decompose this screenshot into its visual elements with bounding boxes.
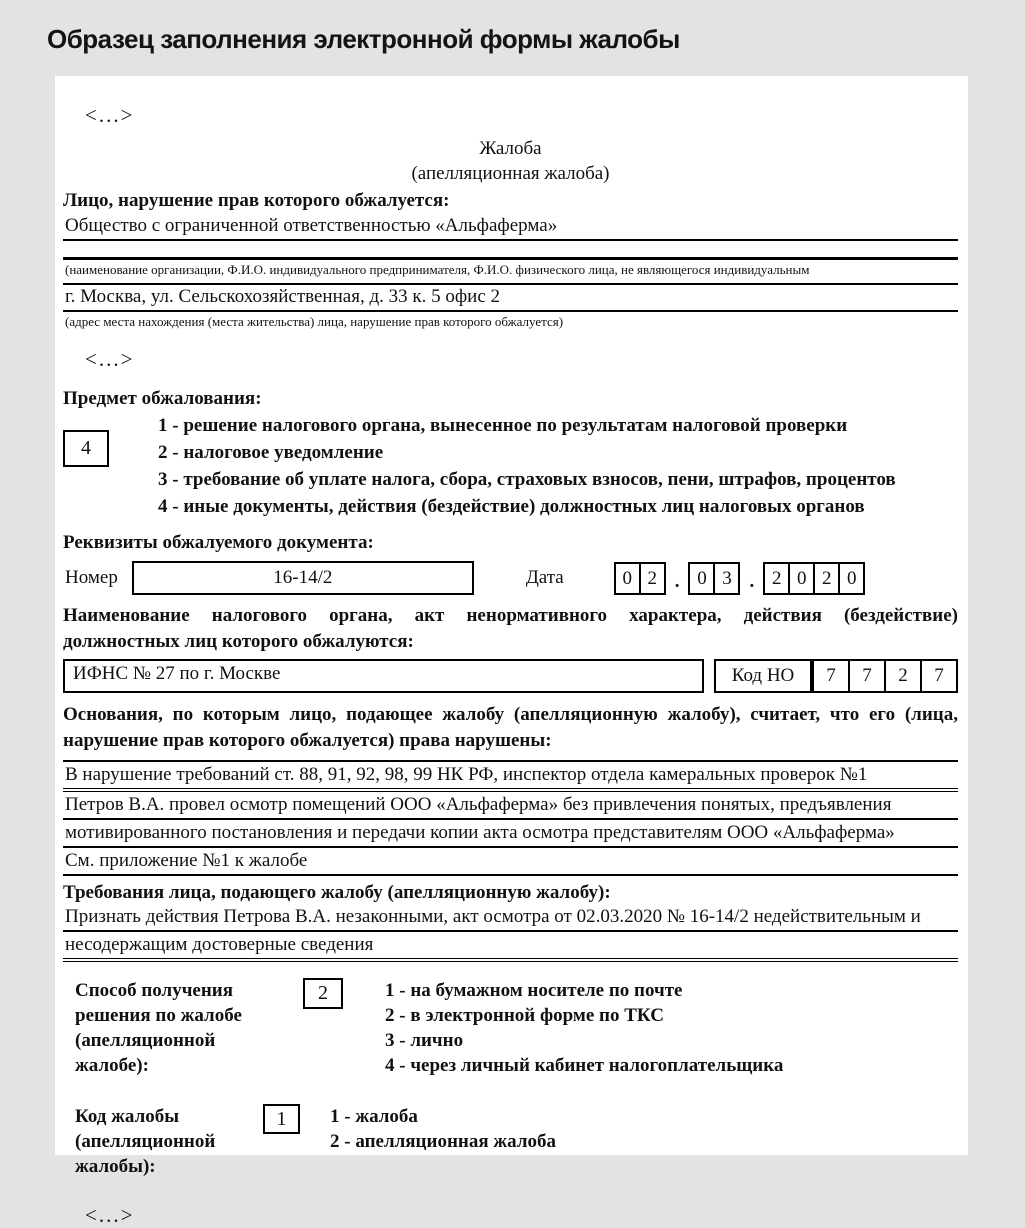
grounds-line[interactable]: См. приложение №1 к жалобе (63, 848, 958, 876)
document-title (63, 136, 958, 186)
date-day-cell[interactable]: 0 (614, 562, 641, 595)
date-year-cell[interactable]: 2 (813, 562, 840, 595)
authority-name-field[interactable]: ИФНС № 27 по г. Москве (63, 659, 704, 693)
date-year-cell[interactable]: 0 (838, 562, 865, 595)
delivery-option: 3 - лично (385, 1030, 464, 1051)
document-page (55, 76, 968, 1227)
complaint-code-label-line: Код жалобы (75, 1106, 180, 1127)
subject-option: 1 - решение налогового органа, вынесенное по результатам налоговой проверки (158, 415, 848, 436)
date-year-cell[interactable]: 2 (763, 562, 790, 595)
delivery-option: 1 - на бумажном носителе по почте (385, 980, 683, 1001)
complaint-code-block (63, 1104, 958, 1179)
subject-code-box[interactable]: 4 (63, 430, 109, 467)
page-title: Образец заполнения электронной формы жалобы (47, 24, 680, 54)
grounds-line[interactable]: Петров В.А. провел осмотр помещений ООО «Альфаферма» без привлечения понятых, предъявления (63, 792, 958, 820)
authority-code-cell[interactable]: 7 (848, 659, 886, 693)
delivery-method-label (63, 978, 303, 1078)
subject-options (158, 412, 896, 520)
date-year-cell[interactable]: 0 (788, 562, 815, 595)
demands-field[interactable] (63, 904, 958, 962)
requisites-label: Реквизиты обжалуемого документа: (63, 532, 374, 553)
grounds-label-line2: нарушение прав которого обжалуется) права нарушены: (63, 730, 552, 751)
delivery-method-label-line: решения по жалобе (75, 1005, 242, 1026)
demands-line[interactable]: Признать действия Петрова В.А. незаконными, акт осмотра от 02.03.2020 № 16-14/2 недействительным и (63, 904, 958, 932)
address-field[interactable]: г. Москва, ул. Сельскохозяйственная, д. 33 к. 5 офис 2 (63, 286, 958, 312)
authority-code-cell[interactable]: 2 (884, 659, 922, 693)
date-year-group (763, 562, 865, 595)
subject-block (63, 412, 958, 520)
date-month-group (688, 562, 740, 595)
subject-option: 2 - налоговое уведомление (158, 442, 384, 463)
grounds-line[interactable]: В нарушение требований ст. 88, 91, 92, 98, 99 НК РФ, инспектор отдела камеральных проверок №1 (63, 762, 958, 792)
grounds-line[interactable]: мотивированного постановления и передачи копии акта осмотра представителям ООО «Альфаферма» (63, 820, 958, 848)
subject-section-label: Предмет обжалования: (63, 388, 262, 409)
number-label: Номер (65, 567, 118, 588)
delivery-method-label-line: (апелляционной (75, 1030, 216, 1051)
subject-option: 4 - иные документы, действия (бездействие) должностных лиц налоговых органов (158, 496, 865, 517)
authority-code-cell[interactable]: 7 (920, 659, 958, 693)
date-day-cell[interactable]: 2 (639, 562, 666, 595)
subject-option: 3 - требование об уплате налога, сбора, страховых взносов, пени, штрафов, процентов (158, 469, 896, 490)
delivery-option: 4 - через личный кабинет налогоплательщика (385, 1055, 784, 1076)
person-section-label: Лицо, нарушение прав которого обжалуется: (63, 190, 450, 211)
complaint-code-box[interactable]: 1 (263, 1104, 300, 1134)
grounds-label (63, 702, 958, 754)
requisites-row (63, 560, 958, 596)
ellipsis-middle: <...> (85, 347, 135, 371)
date-label: Дата (525, 567, 564, 588)
address-caption: (адрес места нахождения (места жительства) лица, нарушение прав которого обжалуется) (65, 314, 564, 329)
date-month-cell[interactable]: 0 (688, 562, 715, 595)
authority-label-line2: должностных лиц которого обжалуются: (63, 631, 414, 652)
person-name-field[interactable]: Общество с ограниченной ответственностью «Альфаферма» (63, 215, 958, 241)
person-blank-line[interactable] (63, 241, 958, 260)
authority-label (63, 603, 958, 655)
delivery-option: 2 - в электронной форме по ТКС (385, 1005, 664, 1026)
complaint-code-option: 1 - жалоба (330, 1106, 418, 1127)
delivery-options (385, 978, 783, 1078)
complaint-code-label-line: жалобы): (75, 1156, 156, 1177)
person-caption: (наименование организации, Ф.И.О. индивидуального предпринимателя, Ф.И.О. физического лица, не являющегося индивидуальным (63, 260, 958, 285)
number-input[interactable]: 16-14/2 (132, 561, 474, 595)
document-title-line2: (апелляционная жалоба) (411, 163, 610, 184)
demands-line[interactable]: несодержащим достоверные сведения (63, 932, 958, 962)
ellipsis-bottom: <...> (85, 1203, 135, 1227)
delivery-method-label-line: Способ получения (75, 980, 234, 1001)
ellipsis-top: <...> (85, 103, 135, 127)
authority-code-label: Код НО (714, 659, 812, 693)
complaint-code-option: 2 - апелляционная жалоба (330, 1131, 556, 1152)
delivery-method-block (63, 978, 958, 1078)
complaint-code-label (63, 1104, 263, 1179)
date-field (614, 562, 866, 595)
grounds-field[interactable] (63, 760, 958, 876)
date-separator: . (749, 571, 755, 592)
demands-label: Требования лица, подающего жалобу (апелляционную жалобу): (63, 882, 611, 903)
date-month-cell[interactable]: 3 (713, 562, 740, 595)
grounds-label-line1: Основания, по которым лицо, подающее жалобу (апелляционную жалобу), считает, что его (лица, (63, 704, 958, 725)
delivery-code-box[interactable]: 2 (303, 978, 343, 1009)
authority-code-cell[interactable]: 7 (812, 659, 850, 693)
document-title-line1: Жалоба (479, 138, 542, 159)
date-separator: . (674, 571, 680, 592)
complaint-code-options (330, 1104, 556, 1179)
date-day-group (614, 562, 666, 595)
delivery-method-label-line: жалобе): (75, 1055, 149, 1076)
authority-row (63, 659, 958, 693)
authority-label-line1: Наименование налогового органа, акт ненормативного характера, действия (бездействие) (63, 605, 958, 626)
complaint-code-label-line: (апелляционной (75, 1131, 216, 1152)
authority-code-cells (812, 659, 958, 693)
